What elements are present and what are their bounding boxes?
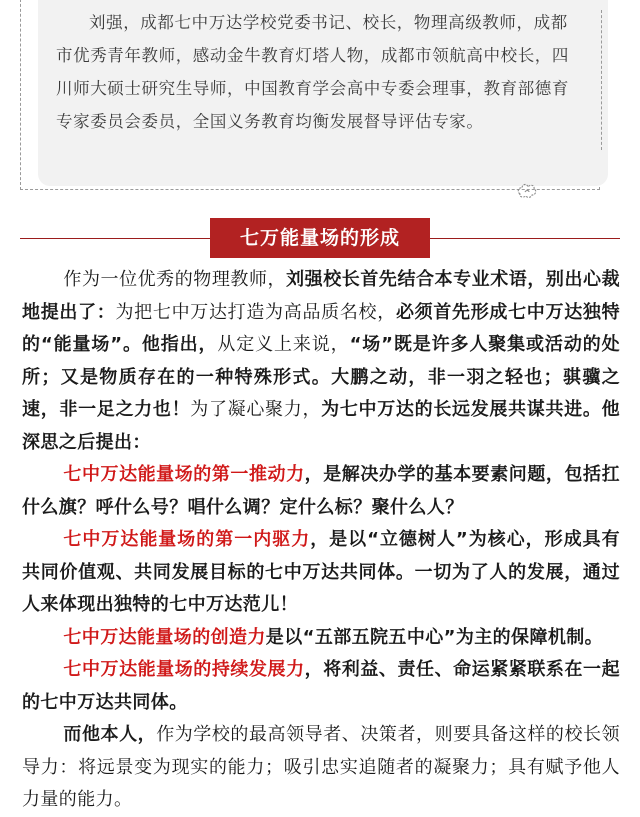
paragraph-creativity (22, 622, 620, 655)
bio-text: 刘强，成都七中万达学校党委书记、校长，物理高级教师，成都市优秀青年教师，感动金牛教育灯塔人物，成都市领航高中校长，四川师大硕士研究生导师，中国教育学会高中专委会理事，教育部德育专家委员会委员，全国义务教育均衡发展督导评估专家。 (56, 13, 569, 131)
paragraph-first-driving-force (22, 459, 620, 524)
paragraph-first-inner-drive (22, 524, 620, 622)
paragraph-intro (22, 264, 620, 459)
text-span-bold: 必须首先形成七中万达独特的“能量场”。他指出， (22, 301, 620, 355)
text-span-bold: “场”既是许多人聚集或活动的处所；又是物质存在的一种特殊形式。大鹏之动，非一羽之轻也；骐骥之速，非一足之力也！ (22, 334, 620, 420)
red-highlight: 七中万达能量场的第一推动力 (63, 464, 305, 485)
text-span: 为把七中万达打造为高品质名校， (115, 301, 396, 323)
section-title: 七万能量场的形成 (210, 218, 430, 258)
red-highlight: 七中万达能量场的创造力 (63, 626, 266, 648)
text-span: 从定义上来说， (217, 334, 350, 355)
section-heading (20, 218, 620, 258)
paragraph-sustainable-force (22, 654, 620, 719)
text-span: 作为一位优秀的物理教师， (63, 269, 287, 290)
red-highlight: 七中万达能量场的第一内驱力 (63, 529, 311, 550)
text-span-bold: ，是解决办学的基本要素问题，包括扛什么旗？呼什么号？唱什么调？定什么标？聚什么人？ (22, 464, 620, 518)
paragraph-leadership (22, 719, 620, 817)
text-span-bold: 是以“五部五院五中心”为主的保障机制。 (265, 626, 604, 648)
text-span-bold: ，是以“立德树人”为核心，形成具有共同价值观、共同发展目标的七中万达共同体。一切为了人的发展，通过人来体现出独特的七中万达范儿！ (22, 529, 620, 615)
text-span-bold: 而他本人， (63, 724, 157, 745)
text-span: 为了凝心聚力， (190, 399, 322, 420)
article-body (22, 264, 620, 817)
text-span-bold: 为七中万达的长远发展共谋共进。他深思之后提出： (22, 399, 620, 453)
bio-card (38, 0, 608, 186)
text-span: 作为学校的最高领导者、决策者，则要具备这样的校长领导力：将远景变为现实的能力；吸引忠实追随者的凝聚力；具有赋予他人力量的能力。 (22, 724, 620, 810)
text-span-bold: ，将利益、责任、命运紧紧联系在一起的七中万达共同体。 (22, 659, 620, 713)
bio-inner-dashed-line (599, 10, 602, 150)
text-span-bold: 刘强校长首先结合本专业术语，别出心裁地提出了： (22, 269, 620, 323)
flower-ornament-icon (516, 180, 538, 200)
red-highlight: 七中万达能量场的持续发展力 (63, 659, 305, 680)
